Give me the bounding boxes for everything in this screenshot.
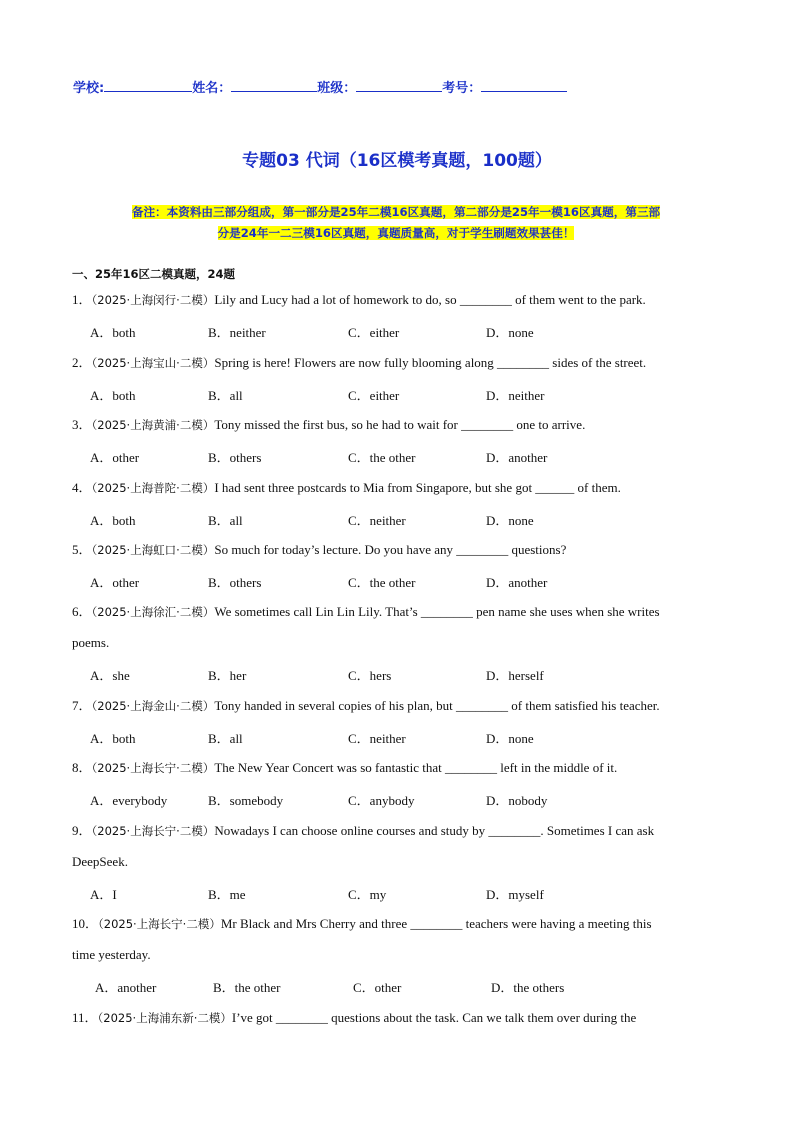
question-text: So much for today’s lecture. Do you have any ________ questions?: [214, 542, 567, 557]
option-d[interactable]: D．another: [486, 450, 548, 465]
option-a[interactable]: A．I: [90, 887, 117, 902]
question-text: Tony handed in several copies of his plan, but ________ of them satisfied his teacher.: [214, 698, 660, 713]
class-blank[interactable]: [356, 78, 442, 92]
school-label: 学校:: [73, 81, 105, 96]
question-source: （2025·上海金山·二模）: [91, 699, 215, 713]
option-a[interactable]: A．both: [90, 513, 136, 528]
name-label: 姓名：: [192, 81, 232, 96]
option-c[interactable]: C．anybody: [348, 793, 415, 808]
option-c[interactable]: C．either: [348, 325, 400, 340]
option-a[interactable]: A．she: [90, 668, 130, 683]
question-text: I had sent three postcards to Mia from Singapore, but she got ______ of them.: [214, 480, 621, 495]
question-number: 1．: [72, 292, 92, 307]
option-a[interactable]: A．everybody: [90, 793, 168, 808]
option-b[interactable]: B．neither: [208, 325, 266, 340]
question-text: Mr Black and Mrs Cherry and three ________ teachers were having a meeting this: [220, 916, 652, 931]
option-c[interactable]: C．the other: [348, 575, 416, 590]
question-source: （2025·上海长宁·二模）: [91, 824, 215, 838]
question-text: Lily and Lucy had a lot of homework to do, so ________ of them went to the park.: [214, 292, 646, 307]
option-c[interactable]: C．other: [353, 980, 402, 995]
option-d[interactable]: D．the others: [491, 980, 565, 995]
question-text: We sometimes call Lin Lin Lily. That’s ________ pen name she uses when she writes: [214, 604, 660, 619]
page-title: 专题03 代词（16区模考真题，100题）: [242, 151, 552, 171]
section-heading: 一、25年16区二模真题，24题: [72, 267, 236, 281]
question-number: 2．: [72, 355, 92, 370]
question-number: 4．: [72, 480, 92, 495]
option-c[interactable]: C．either: [348, 388, 400, 403]
option-b[interactable]: B．me: [208, 887, 246, 902]
question-4: [72, 472, 732, 504]
question-10: [72, 908, 732, 940]
exam-no-blank[interactable]: [481, 78, 567, 92]
option-c[interactable]: C．neither: [348, 731, 406, 746]
note-line-2: 分是24年一二三模16区真题，真题质量高，对于学生刷题效果甚佳！: [217, 226, 575, 240]
question-source: （2025·上海闵行·二模）: [91, 293, 215, 307]
question-text: Tony missed the first bus, so he had to wait for ________ one to arrive.: [214, 417, 586, 432]
question-9: [72, 815, 732, 847]
question-continuation: DeepSeek.: [72, 854, 128, 869]
question-number: 10．: [72, 916, 99, 931]
option-c[interactable]: C．neither: [348, 513, 406, 528]
option-c[interactable]: C．the other: [348, 450, 416, 465]
class-label: 班级：: [317, 81, 357, 96]
note-box: [70, 202, 722, 244]
option-d[interactable]: D．myself: [486, 887, 544, 902]
option-d[interactable]: D．neither: [486, 388, 545, 403]
option-b[interactable]: B．others: [208, 575, 262, 590]
option-d[interactable]: D．none: [486, 731, 534, 746]
question-11: [72, 1002, 732, 1034]
option-a[interactable]: A．other: [90, 575, 140, 590]
option-d[interactable]: D．none: [486, 325, 534, 340]
question-2: [72, 347, 732, 379]
name-blank[interactable]: [231, 78, 317, 92]
option-a[interactable]: A．other: [90, 450, 140, 465]
question-source: （2025·上海长宁·二模）: [98, 917, 221, 931]
question-number: 5．: [72, 542, 92, 557]
option-b[interactable]: B．others: [208, 450, 262, 465]
question-8: [72, 752, 732, 784]
option-b[interactable]: B．the other: [213, 980, 281, 995]
student-info-fields: [73, 77, 567, 96]
option-a[interactable]: A．another: [95, 980, 157, 995]
option-b[interactable]: B．all: [208, 513, 243, 528]
option-a[interactable]: A．both: [90, 388, 136, 403]
option-d[interactable]: D．herself: [486, 668, 544, 683]
option-d[interactable]: D．another: [486, 575, 548, 590]
question-text: I’ve got ________ questions about the task. Can we talk them over during the: [231, 1010, 637, 1025]
question-text: Spring is here! Flowers are now fully blooming along ________ sides of the street.: [214, 355, 647, 370]
question-text: The New Year Concert was so fantastic that ________ left in the middle of it.: [214, 760, 618, 775]
option-c[interactable]: C．my: [348, 887, 387, 902]
question-number: 6．: [72, 604, 92, 619]
question-number: 11．: [72, 1010, 98, 1025]
option-c[interactable]: C．hers: [348, 668, 392, 683]
question-5: [72, 534, 732, 566]
question-source: （2025·上海长宁·二模）: [91, 761, 215, 775]
question-continuation: poems.: [72, 635, 110, 650]
question-source: （2025·上海宝山·二模）: [91, 356, 215, 370]
note-line-1: 备注：本资料由三部分组成，第一部分是25年二模16区真题，第二部分是25年一模16区真题，第三部: [131, 205, 661, 219]
question-source: （2025·上海普陀·二模）: [91, 481, 215, 495]
question-6: [72, 596, 732, 628]
option-d[interactable]: D．nobody: [486, 793, 548, 808]
question-source: （2025·上海虹口·二模）: [91, 543, 215, 557]
option-b[interactable]: B．her: [208, 668, 247, 683]
option-b[interactable]: B．all: [208, 388, 243, 403]
question-number: 3．: [72, 417, 92, 432]
option-a[interactable]: A．both: [90, 325, 136, 340]
option-a[interactable]: A．both: [90, 731, 136, 746]
option-d[interactable]: D．none: [486, 513, 534, 528]
exam-no-label: 考号：: [442, 81, 482, 96]
option-b[interactable]: B．all: [208, 731, 243, 746]
question-source: （2025·上海黄浦·二模）: [91, 418, 215, 432]
option-b[interactable]: B．somebody: [208, 793, 284, 808]
question-7: [72, 690, 732, 722]
question-1: [72, 284, 732, 316]
question-number: 7．: [72, 698, 92, 713]
question-source: （2025·上海徐汇·二模）: [91, 605, 215, 619]
question-text: Nowadays I can choose online courses and study by ________. Sometimes I can ask: [214, 823, 655, 838]
question-3: [72, 409, 732, 441]
question-continuation: time yesterday.: [72, 947, 151, 962]
question-number: 8．: [72, 760, 92, 775]
school-blank[interactable]: [104, 78, 192, 92]
question-number: 9．: [72, 823, 92, 838]
question-source: （2025·上海浦东新·二模）: [97, 1011, 232, 1025]
